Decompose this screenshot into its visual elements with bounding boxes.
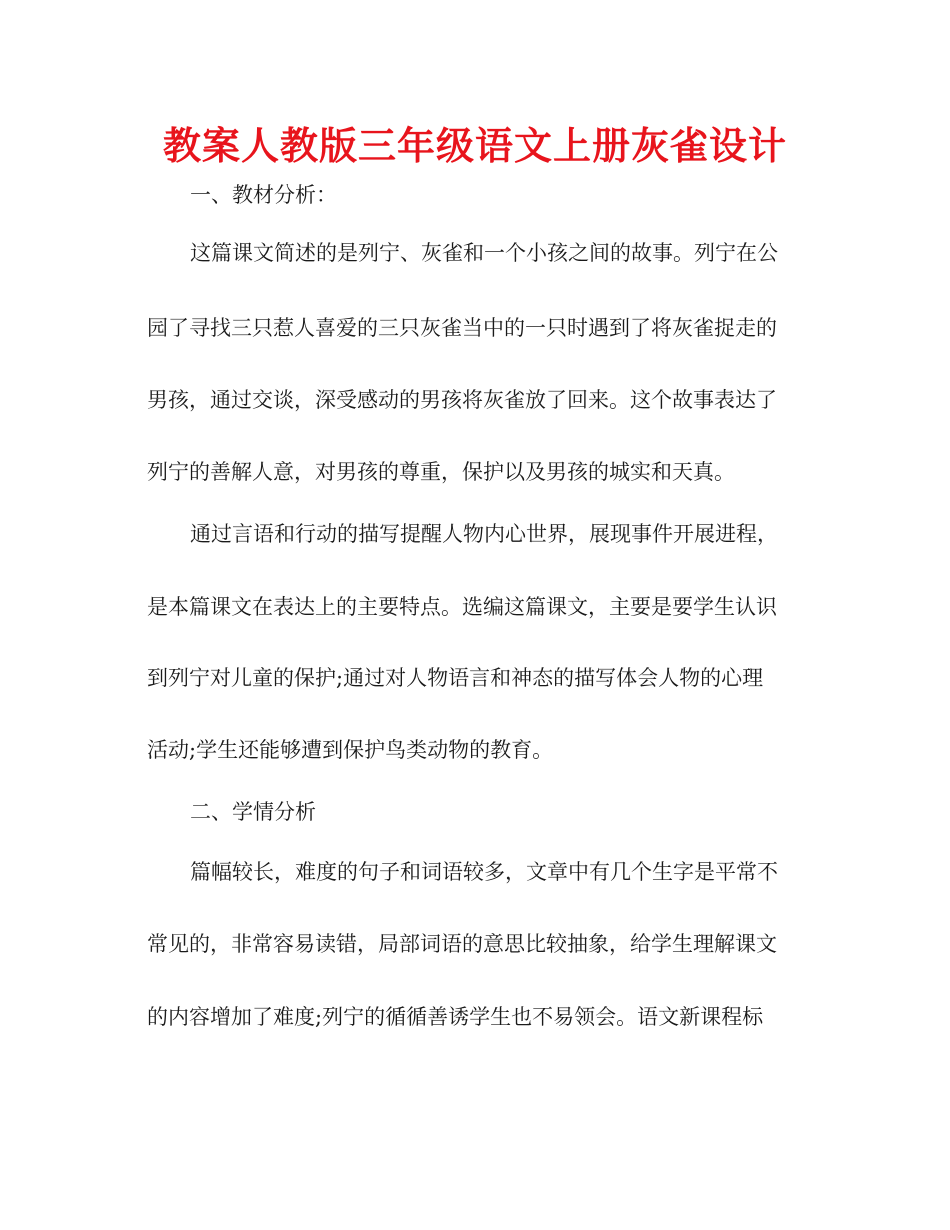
- section-heading-students: 二、学情分析: [190, 800, 316, 824]
- paragraph-line: 的内容增加了难度;列宁的循循善诱学生也不易领会。语文新课程标: [147, 1005, 764, 1029]
- paragraph-line: 列宁的善解人意，对男孩的尊重，保护以及男孩的城实和天真。: [147, 460, 735, 484]
- paragraph-line: 篇幅较长，难度的句子和词语较多，文章中有几个生字是平常不: [190, 860, 778, 884]
- paragraph-line: 是本篇课文在表达上的主要特点。选编这篇课文，主要是要学生认识: [147, 595, 777, 619]
- paragraph-line: 园了寻找三只惹人喜爱的三只灰雀当中的一只时遇到了将灰雀捉走的: [147, 316, 777, 340]
- paragraph-line: 活动;学生还能够遭到保护鸟类动物的教育。: [147, 738, 554, 762]
- paragraph-line: 通过言语和行动的描写提醒人物内心世界，展现事件开展进程，: [190, 522, 778, 546]
- paragraph-line: 常见的，非常容易读错，局部词语的意思比较抽象，给学生理解课文: [147, 932, 777, 956]
- section-heading-materials: 一、教材分析：: [190, 183, 337, 207]
- document-title: 教案人教版三年级语文上册灰雀设计: [162, 124, 787, 168]
- paragraph-line: 男孩，通过交谈，深受感动的男孩将灰雀放了回来。这个故事表达了: [147, 388, 777, 412]
- paragraph-line: 到列宁对儿童的保护;通过对人物语言和神态的描写体会人物的心理: [147, 666, 764, 690]
- paragraph-line: 这篇课文简述的是列宁、灰雀和一个小孩之间的故事。列宁在公: [190, 241, 778, 265]
